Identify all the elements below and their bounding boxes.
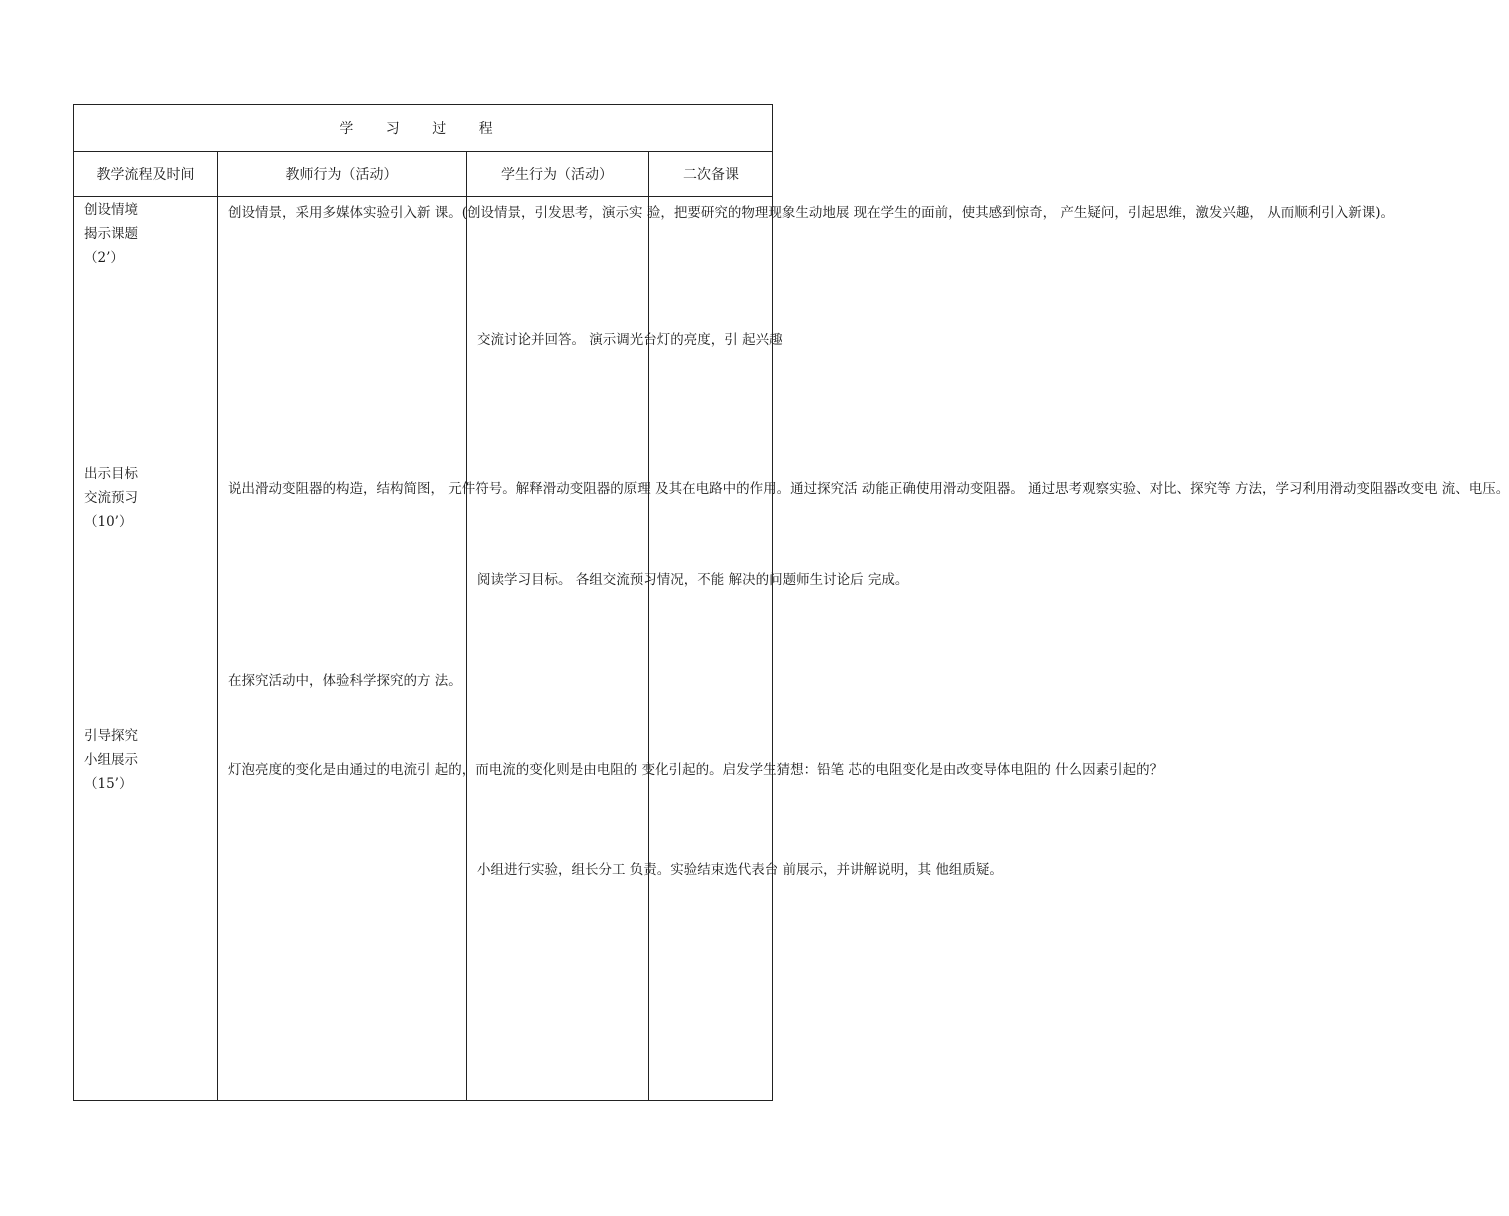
student-activity-2: 阅读学习目标。 各组交流预习情况，不能 解决的问题师生讨论后 完成。: [477, 572, 909, 588]
teacher-activity-1: 创设情景，采用多媒体实验引入新 课。(创设情景，引发思考，演示实 验，把要研究的物理现象生动地展 现在学生的面前，使其感到惊奇， 产生疑问，引起思维，激发兴趣， 从而顺利引入新课)。: [228, 205, 1394, 221]
stage-2-name-line1: 出示目标: [84, 466, 138, 482]
teacher-activity-4: 灯泡亮度的变化是由通过的电流引 起的，而电流的变化则是由电阻的 变化引起的。启发学生猜想：铅笔 芯的电阻变化是由改变导体电阻的 什么因素引起的？: [228, 762, 1164, 778]
student-activity-1: 交流讨论并回答。 演示调光台灯的亮度，引 起兴趣: [477, 332, 783, 348]
teacher-activity-3: 在探究活动中，体验科学探究的方 法。: [228, 673, 462, 689]
header-process-time: 教学流程及时间: [96, 166, 195, 183]
stage-1-name-line2: 揭示课题: [84, 226, 138, 242]
stage-1: [84, 198, 138, 270]
column-divider-3: [648, 151, 649, 1101]
student-activity-3: 小组进行实验，组长分工 负责。实验结束选代表台 前展示，并讲解说明，其 他组质疑。: [477, 862, 1003, 878]
stage-3-name-line1: 引导探究: [84, 728, 138, 744]
stage-3-name-line2: 小组展示: [84, 752, 138, 768]
stage-2-name-line2: 交流预习: [84, 490, 138, 506]
column-divider-2: [466, 151, 467, 1101]
header-divider: [74, 196, 772, 197]
stage-1-time: （2’）: [84, 250, 124, 266]
stage-2-time: （10’）: [84, 514, 133, 530]
teacher-activity-2: 说出滑动变阻器的构造，结构简图， 元件符号。解释滑动变阻器的原理 及其在电路中的作用。通过探究活 动能正确使用滑动变阻器。 通过思考观察实验、对比、探究等 方法，学习利用滑动变阻器改变电 流、电压。: [228, 481, 1509, 497]
table-title: 学 习 过 程: [339, 121, 507, 137]
learning-process-table: [73, 104, 1509, 1101]
stage-2: [84, 462, 138, 534]
header-second-preparation: 二次备课: [683, 166, 739, 183]
column-divider-1: [217, 151, 218, 1101]
header-teacher-activity: 教师行为（活动）: [285, 166, 398, 183]
stage-3-time: （15’）: [84, 776, 133, 792]
stage-3: [84, 724, 138, 796]
stage-1-name-line1: 创设情境: [84, 202, 138, 218]
header-student-activity: 学生行为（活动）: [501, 166, 613, 183]
